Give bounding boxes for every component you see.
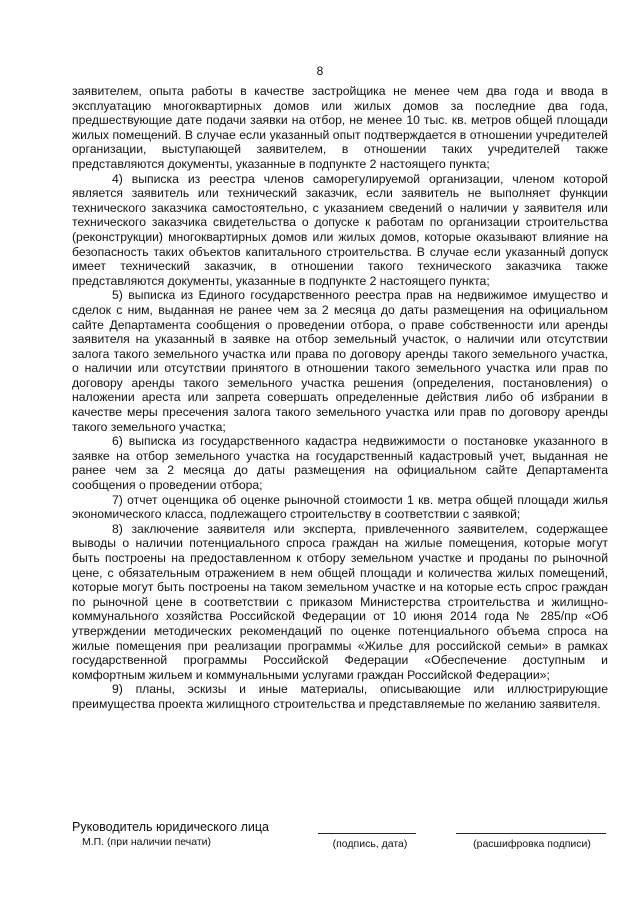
signature-block	[72, 818, 608, 858]
paragraph-item-7: 7) отчет оценщика об оценке рыночной стоимости 1 кв. метра общей площади жилья экономического класса, подлежащего строительству в соответствии с заявкой;	[72, 492, 608, 522]
paragraph-item-8: 8) заключение заявителя или эксперта, привлеченного заявителем, содержащее выводы о наличии потенциального спроса граждан на жилые помещения, которые могут быть построены на предоставленном к отбору земельном участке и проданы по рыночной цене, с обязательным отражением в нем общей площади и количества жилых помещений, которые могут быть построены на таком земельном участке и на которые есть спрос граждан по рыночной цене в соответствии с приказом Министерства строительства и жилищно-коммунального хозяйства Российской Федерации от 10 июня 2014 года № 285/пр «Об утверждении методических рекомендаций по оценке потенциального объема спроса на жилые помещения при реализации программы «Жилье для российской семьи» в рамках государственной программы Российской Федерации «Обеспечение доступным и комфортным жильем и коммунальными услугами граждан Российской Федерации»;	[72, 521, 608, 682]
page-number: 8	[316, 64, 324, 78]
signature-title: Руководитель юридического лица	[72, 820, 269, 834]
paragraph-continuation: заявителем, опыта работы в качестве застройщика не менее чем два года и ввода в эксплуатацию многоквартирных домов или жилых домов за последние два года, предшествующие дате подачи заявки на отбор, не менее 10 тыс. кв. метров общей площади жилых помещений. В случае если указанный опыт подтверждается в отношении учредителей организации, выступающей заявителем, в отношении таких учредителей также представляются документы, указанные в подпункте 2 настоящего пункта;	[72, 84, 608, 171]
paragraph-item-6: 6) выписка из государственного кадастра недвижимости о постановке указанного в заявке на отбор земельного участка на государственный кадастровый учет, выданная не ранее чем за 2 месяца до даты размещения на официальном сайте Департамента сообщения о проведении отбора;	[72, 434, 608, 493]
paragraph-item-5: 5) выписка из Единого государственного реестра прав на недвижимое имущество и сделок с ним, выданная не ранее чем за 2 месяца до даты размещения на официальном сайте Департамента сообщения о проведении отбора, о праве собственности или аренды заявителя на указанный в заявке на отбор земельный участок, о наличии или отсутствии залога такого земельного участка или права по договору аренды такого земельного участка, о наличии или отсутствии принятого в отношении такого земельного участка или прав по договору аренды такого земельного участка решения (определения, постановления) о наложении ареста или запрета совершать определенные действия либо об избрании в качестве меры пресечения залога такого земельного участка или прав по договору аренды такого земельного участка;	[72, 288, 608, 434]
decode-line	[456, 833, 606, 834]
paragraph-item-4: 4) выписка из реестра членов саморегулируемой организации, членом которой является заявитель или технический заказчик, если заявитель не выполняет функции технического заказчика самостоятельно, с указанием сведений о наличии у заявителя или технического заказчика свидетельства о допуске к работам по организации строительства (реконструкции) многоквартирных домов или жилых домов, которые оказывают влияние на безопасность таких объектов капитального строительства. В случае если указанный допуск имеет технический заказчик, в отношении такого технического заказчика также представляются документы, указанные в подпункте 2 настоящего пункта;	[72, 171, 608, 288]
signature-line	[318, 833, 416, 834]
paragraph-item-9: 9) планы, эскизы и иные материалы, описывающие или иллюстрирующие преимущества проекта жилищного строительства и представляемые по желанию заявителя.	[72, 682, 608, 711]
document-body	[72, 84, 608, 712]
signature-caption: (подпись, дата)	[332, 838, 408, 850]
decode-caption: (расшифровка подписи)	[473, 838, 591, 850]
seal-note: М.П. (при наличии печати)	[82, 836, 212, 848]
